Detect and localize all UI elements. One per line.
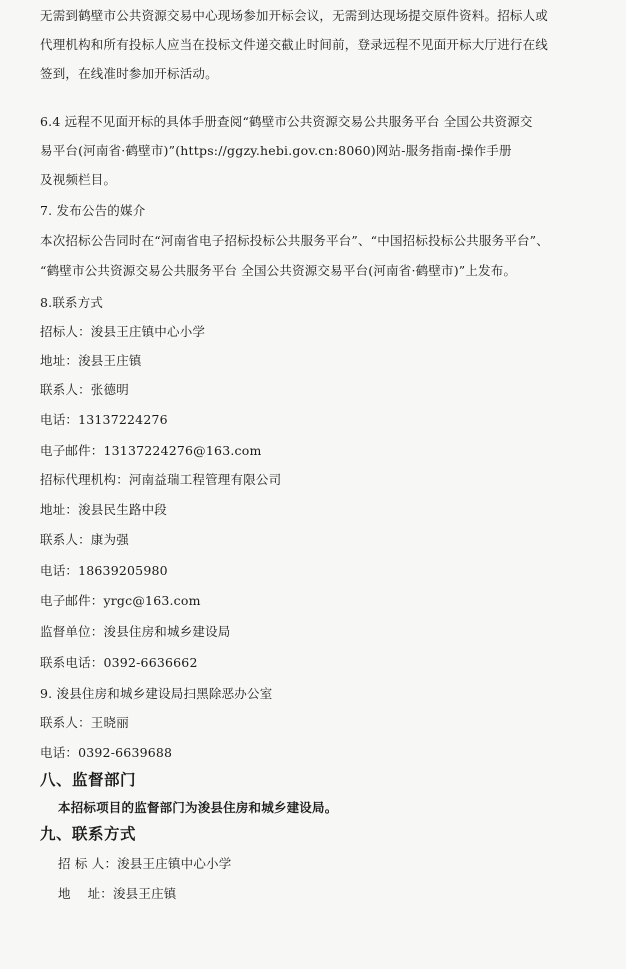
contact-line: 地址：浚县民生路中段 bbox=[40, 502, 168, 517]
paragraph-line: 代理机构和所有投标人应当在投标文件递交截止时间前，登录远程不见面开标大厅进行在线 bbox=[40, 37, 549, 52]
item-heading: 8.联系方式 bbox=[40, 295, 104, 310]
contact-line: 联系人：康为强 bbox=[40, 532, 129, 547]
item-heading: 7. 发布公告的媒介 bbox=[40, 203, 146, 218]
paragraph-line: “鹤壁市公共资源交易公共服务平台 全国公共资源交易平台(河南省·鹤壁市)”上发布。 bbox=[40, 263, 517, 278]
contact-row: 招 标 人：浚县王庄镇中心小学 bbox=[58, 856, 232, 871]
section-body: 本招标项目的监督部门为浚县住房和城乡建设局。 bbox=[58, 800, 338, 815]
contact-line: 监督单位：浚县住房和城乡建设局 bbox=[40, 624, 231, 639]
contact-line: 电话：18639205980 bbox=[40, 563, 168, 578]
contact-line: 招标人：浚县王庄镇中心小学 bbox=[40, 324, 206, 339]
paragraph-line: 无需到鹤壁市公共资源交易中心现场参加开标会议，无需到达现场提交原件资料。招标人或 bbox=[40, 8, 549, 23]
paragraph-line: 本次招标公告同时在“河南省电子招标投标公共服务平台”、“中国招标投标公共服务平台”、 bbox=[40, 233, 549, 248]
section-heading: 九、联系方式 bbox=[40, 824, 137, 843]
contact-line: 电话：13137224276 bbox=[40, 412, 168, 427]
item-heading: 9. 浚县住房和城乡建设局扫黑除恶办公室 bbox=[40, 686, 273, 701]
paragraph-line: 及视频栏目。 bbox=[40, 172, 117, 187]
paragraph-line: 6.4 远程不见面开标的具体手册查阅“鹤壁市公共资源交易公共服务平台 全国公共资源交 bbox=[40, 114, 533, 129]
contact-line: 电话：0392-6639688 bbox=[40, 745, 173, 760]
contact-line: 电子邮件：yrgc@163.com bbox=[40, 593, 201, 608]
contact-line: 联系电话：0392-6636662 bbox=[40, 655, 198, 670]
contact-line: 地址：浚县王庄镇 bbox=[40, 353, 142, 368]
contact-line: 联系人：王晓丽 bbox=[40, 715, 129, 730]
contact-row: 地 址：浚县王庄镇 bbox=[58, 886, 177, 901]
contact-line: 电子邮件：13137224276@163.com bbox=[40, 443, 262, 458]
contact-line: 招标代理机构：河南益瑞工程管理有限公司 bbox=[40, 472, 282, 487]
paragraph-line: 签到，在线准时参加开标活动。 bbox=[40, 66, 218, 81]
section-heading: 八、监督部门 bbox=[40, 770, 137, 789]
contact-line: 联系人：张德明 bbox=[40, 382, 129, 397]
paragraph-line: 易平台(河南省·鹤壁市)”(https://ggzy.hebi.gov.cn:8060)网站-服务指南-操作手册 bbox=[40, 143, 512, 158]
